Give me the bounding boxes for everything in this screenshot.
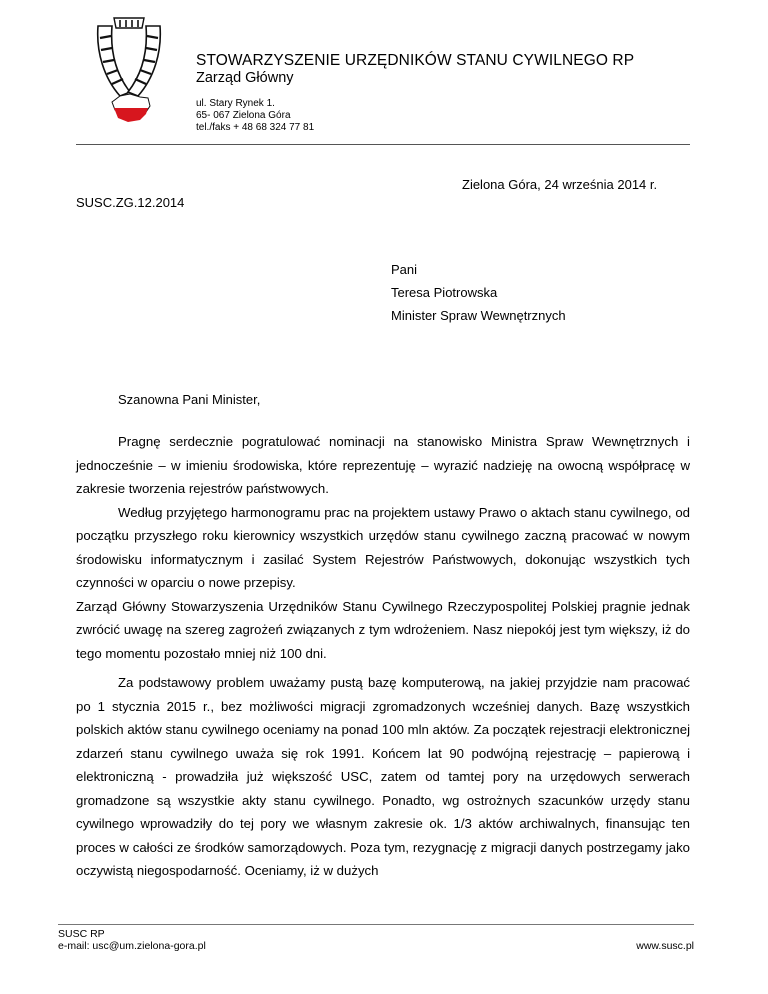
- footer-email[interactable]: e-mail: usc@um.zielona-gora.pl: [58, 940, 206, 952]
- letter-body: [76, 430, 690, 883]
- organization-subtitle: Zarząd Główny: [196, 70, 294, 86]
- address-line: tel./faks + 48 68 324 77 81: [196, 122, 315, 133]
- address-line: 65- 067 Zielona Góra: [196, 110, 291, 121]
- recipient-block: [391, 258, 566, 327]
- address-line: ul. Stary Rynek 1.: [196, 98, 275, 109]
- body-paragraph: Pragnę serdecznie pogratulować nominacji na stanowisko Ministra Spraw Wewnętrznych i jednocześnie – w imieniu środowiska, które reprezentuję – wyrazić nadzieję na owocną współpracę w zakresie tworzenia rejestrów państwowych.: [76, 434, 690, 496]
- reference-number: SUSC.ZG.12.2014: [76, 195, 185, 210]
- footer-divider: [58, 924, 694, 925]
- recipient-line: Minister Spraw Wewnętrznych: [391, 308, 566, 323]
- salutation: Szanowna Pani Minister,: [118, 392, 261, 407]
- organization-name: STOWARZYSZENIE URZĘDNIKÓW STANU CYWILNEGO RP: [196, 52, 635, 69]
- footer-org: SUSC RP: [58, 928, 105, 940]
- body-paragraph: Za podstawowy problem uważamy pustą bazę komputerową, na jakiej przyjdzie nam pracować po 1 stycznia 2015 r., bez możliwości migracji zgromadzonych wcześniej danych. Bazę wszystkich polskich aktów stanu cywilnego oceniamy na ponad 100 mln aktów. Za początek rejestracji elektronicznej zdarzeń stanu cywilnego uważa się rok 1991. Końcem lat 90 podwójną rejestrację – papierową i elektroniczną - prowadziła już większość USC, zatem od tamtej pory na urzędowych serwerach gromadzone są wszystkie akty stanu cywilnego. Ponadto, wg ostrożnych szacunków urzędy stanu cywilnego wprowadziły do tej pory we własnym zakresie ok. 1/3 aktów archiwalnych, finansując ten proces w całości ze środków samorządowych. Poza tym, rezygnację z migracji danych postrzegamy jako oczywistą niegospodarność. Oceniamy, iż w dużych: [76, 675, 690, 878]
- organization-logo: [90, 12, 168, 130]
- organization-address: [196, 98, 314, 134]
- recipient-line: Teresa Piotrowska: [391, 285, 498, 300]
- header-divider: [76, 144, 690, 145]
- body-paragraph: Według przyjętego harmonogramu prac na projektem ustawy Prawo o aktach stanu cywilnego, od początku przyszłego roku kierownicy wszystkich urzędów stanu cywilnego zaczną pracować w nowym środowisku informatycznym i zasilać System Rejestrów Państwowych, dokonując wszystkich tych czynności w oparciu o nowe przepisy.: [76, 504, 690, 590]
- footer: [58, 928, 694, 952]
- letter-date: Zielona Góra, 24 września 2014 r.: [462, 177, 658, 192]
- recipient-line: Pani: [391, 262, 418, 277]
- body-paragraph: Zarząd Główny Stowarzyszenia Urzędników Stanu Cywilnego Rzeczypospolitej Polskiej pragnie jednak zwrócić uwagę na szereg zagrożeń związanych z tym wdrożeniem. Nasz niepokój jest tym większy, iż do tego momentu pozostało mniej niż 100 dni.: [76, 598, 690, 661]
- footer-website[interactable]: www.susc.pl: [636, 940, 694, 952]
